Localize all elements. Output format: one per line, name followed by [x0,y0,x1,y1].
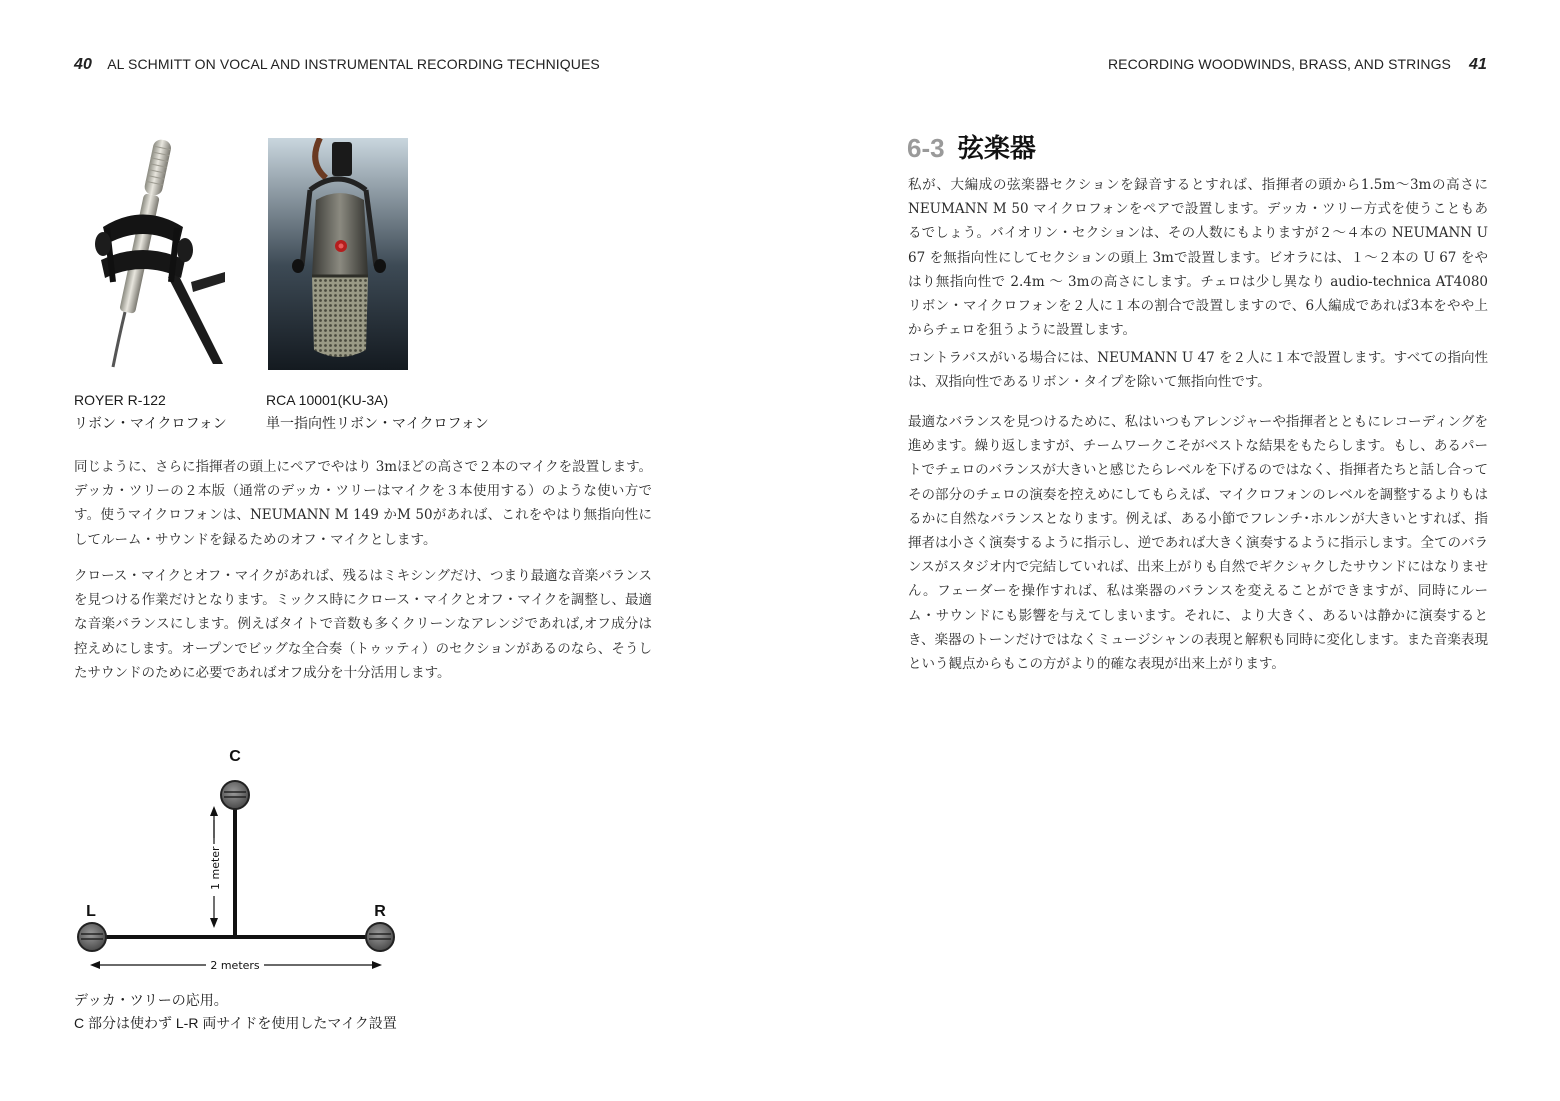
right-page-number: 41 [1469,56,1487,73]
diagram-caption-line1: デッカ・ツリーの応用。 [74,992,228,1008]
right-running-head [1108,56,1487,74]
left-mic-label: L [86,903,96,920]
rca-type: 単一指向性リボン・マイクロフォン [266,415,489,431]
left-running-title: AL SCHMITT ON VOCAL AND INSTRUMENTAL RECORDING TECHNIQUES [107,56,600,72]
left-mic [78,923,106,951]
right-mic [366,923,394,951]
center-mic [221,781,249,809]
section-title: 弦楽器 [957,133,1036,163]
royer-caption [74,389,227,435]
right-mic-label: R [374,903,386,920]
rca-10001-photo [268,138,408,370]
vertical-dimension-label: 1 meter [209,846,222,890]
right-running-title: RECORDING WOODWINDS, BRASS, AND STRINGS [1107,56,1451,72]
left-running-head [74,56,600,74]
center-mic-label: C [229,748,241,765]
royer-model: ROYER R-122 [74,392,166,408]
decca-tree-diagram [68,740,413,980]
left-paragraph-2: クロース・マイクとオフ・マイクがあれば、残るはミキシングだけ、つまり最適な音楽バランスを見つける作業だけとなります。ミックス時にクロース・マイクとオフ・マイクを調整し、最適な音楽バランスにします。例えばタイトで音数も多くクリーンなアレンジであれば,オフ成分は控えめにします。オープンでビッグな全合奏（トゥッティ）のセクションがあるのなら、そうしたサウンドのために必要であればオフ成分を十分活用します。 [74,568,652,681]
horizontal-dimension-label: 2 meters [210,959,260,972]
left-paragraph-1: 同じように、さらに指揮者の頭上にペアでやはり 3mほどの高さで２本のマイクを設置します。デッカ・ツリーの２本版（通常のデッカ・ツリーはマイクを３本使用する）のような使い方です。使うマイクロフォンは、NEUMANN M 149 かM 50があれば、これをやはり無指向性にしてルーム・サウンドを録るためのオフ・マイクとします。 [74,459,652,548]
right-paragraph-2: コントラバスがいる場合には、NEUMANN U 47 を２人に１本で設置します。すべての指向性は、双指向性であるリボン・タイプを除いて無指向性です。 [908,350,1488,391]
left-page-number: 40 [74,56,92,73]
royer-type: リボン・マイクロフォン [74,415,227,431]
right-page [780,0,1560,1101]
right-paragraph-3: 最適なバランスを見つけるために、私はいつもアレンジャーや指揮者とともにレコーディングを進めます。繰り返しますが、チームワークこそがベストな結果をもたらします。もし、あるパートでチェロのバランスが大きいと感じたらレベルを下げるのではなく、指揮者たちと話し合ってその部分のチェロの演奏を控えめにしてもらえば、マイクロフォンのレベルを調整するよりもはるかに自然なバランスとなります。例えば、ある小節でフレンチ･ホルンが大きいとすれば、指揮者は小さく演奏するように指示し、逆であれば大きく演奏するように指示します。全てのバランスがスタジオ内で完結していれば、出来上がりも自然でギクシャクしたサウンドにはなりません。フェーダーを操作すれば、私は楽器のバランスを変えることができますが、同時にルーム・サウンドにも影響を与えてしまいます。それに、より大きく、あるいは静かに演奏するとき、楽器のトーンだけではなくミュージシャンの表現と解釈も同時に変化します。また音楽表現という観点からもこの方がより的確な表現が出来上がります。 [908,414,1488,673]
right-paragraph-1: 私が、大編成の弦楽器セクションを録音するとすれば、指揮者の頭から1.5m～3mの高さに NEUMANN M 50 マイクロフォンをペアで設置します。デッカ・ツリー方式を使うこともあるでしょう。バイオリン・セクションは、その人数にもよりますが２～４本の NEUMANN U 67 を無指向性にしてセクションの頭上 3mで設置します。ビオラには、１～２本の U 67 をやはり無指向性で 2.4m ～ 3mの高さにします。チェロは少し異なり audio-technica AT4080 リボン・マイクロフォンを２人に１本の割合で設置しますので、6人編成であれば3本をやや上からチェロを狙うように設置します。 [908,177,1488,339]
royer-r122-photo [73,132,225,370]
rca-model: RCA 10001(KU-3A) [266,392,389,408]
diagram-caption-line2: C 部分は使わず L-R 両サイドを使用したマイク設置 [74,1015,397,1031]
rca-caption [266,389,489,435]
diagram-caption [74,989,397,1035]
section-number: 6-3 [907,133,945,163]
section-heading [907,128,1036,165]
